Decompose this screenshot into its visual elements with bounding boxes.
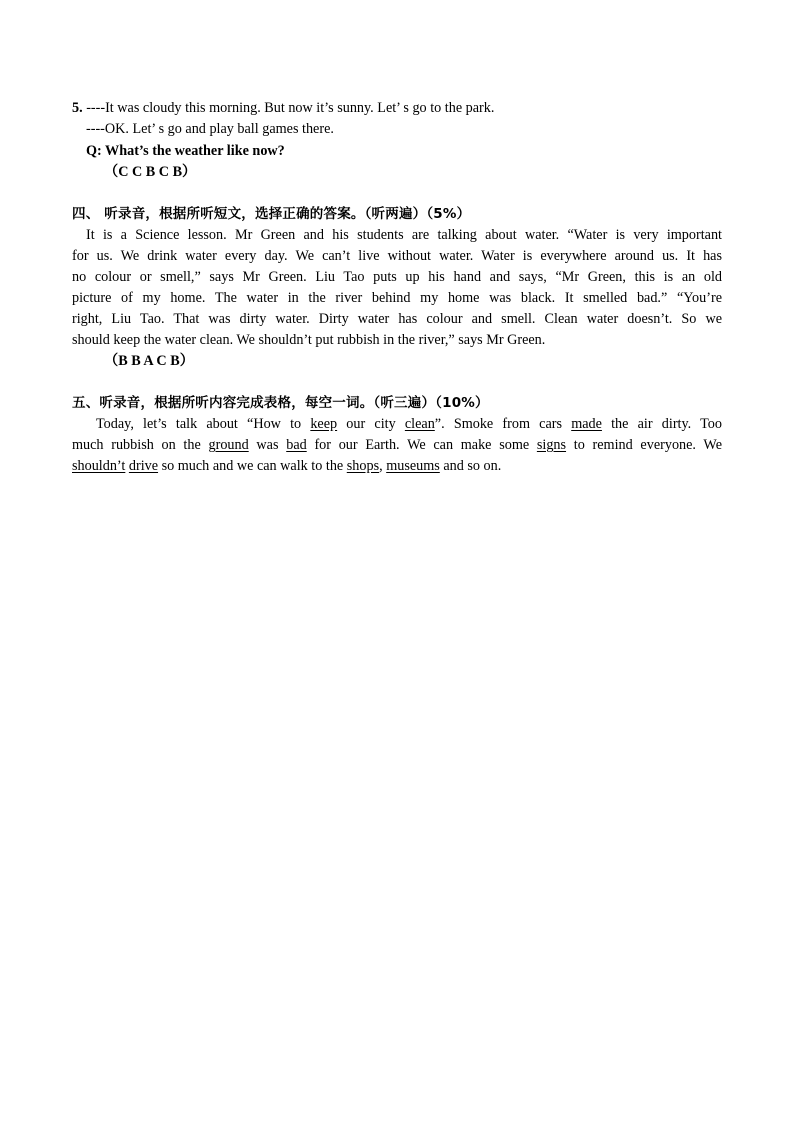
answer-shouldnt: shouldn’t xyxy=(72,458,126,474)
section4-line-2: for us. We drink water every day. We can’t live without water. Water is everywhere around us. It has xyxy=(72,248,722,264)
section5-line-3 xyxy=(72,456,501,476)
section4-answers: （B B A C B） xyxy=(104,353,194,369)
section5-text: to remind everyone. We xyxy=(566,437,722,453)
section4-line-4: picture of my home. The water in the river behind my home was black. It smelled bad.” “You’re xyxy=(72,290,722,306)
q5-answers: （C C B C B） xyxy=(104,164,197,180)
q5-question: Q: What’s the weather like now? xyxy=(86,143,285,159)
answer-signs: signs xyxy=(536,437,567,453)
section5-text: the air dirty. Too xyxy=(601,416,722,432)
section4-heading: 四、 听录音，根据所听短文，选择正确的答案。（听两遍）（5%） xyxy=(72,206,471,222)
section4-line-3: no colour or smell,” says Mr Green. Liu Tao puts up his hand and says, “Mr Green, this is an old xyxy=(72,269,722,285)
section4-line-5: right, Liu Tao. That was dirty water. Dirty water has colour and smell. Clean water doesn’t. So we xyxy=(72,311,722,327)
q5-dialogue-2: ----OK. Let’ s go and play ball games there. xyxy=(86,121,334,137)
answer-drive: drive xyxy=(128,458,159,474)
section5-text: was xyxy=(248,437,287,453)
section5-text: and so on. xyxy=(439,458,502,474)
q5-dialogue-1: ----It was cloudy this morning. But now it’s sunny. Let’ s go to the park. xyxy=(82,100,495,116)
section5-text: so much and we can walk to the xyxy=(158,458,347,474)
section5-text: much rubbish on the xyxy=(72,437,209,453)
answer-keep: keep xyxy=(310,416,338,432)
section5-text: for our Earth. We can make some xyxy=(306,437,537,453)
section4-line-6: should keep the water clean. We shouldn’t put rubbish in the river,” says Mr Green. xyxy=(72,332,546,348)
answer-shops: shops xyxy=(346,458,380,474)
answer-made: made xyxy=(571,416,602,432)
q5-line-1 xyxy=(72,98,494,118)
section4-line-1: It is a Science lesson. Mr Green and his students are talking about water. “Water is very important xyxy=(86,227,722,243)
section5-line-1 xyxy=(96,414,722,434)
section5-text: , xyxy=(379,458,387,474)
section5-text: Today, let’s talk about “How to xyxy=(96,416,311,432)
section5-heading: 五、听录音，根据所听内容完成表格，每空一词。（听三遍）（10%） xyxy=(72,395,489,411)
answer-ground: ground xyxy=(208,437,249,453)
answer-bad: bad xyxy=(286,437,307,453)
section5-text: our city xyxy=(337,416,405,432)
answer-museums: museums xyxy=(386,458,440,474)
answer-clean: clean xyxy=(404,416,435,432)
q5-number: 5. xyxy=(72,100,83,116)
section5-line-2 xyxy=(72,435,722,455)
section5-text: ”. Smoke from cars xyxy=(434,416,572,432)
